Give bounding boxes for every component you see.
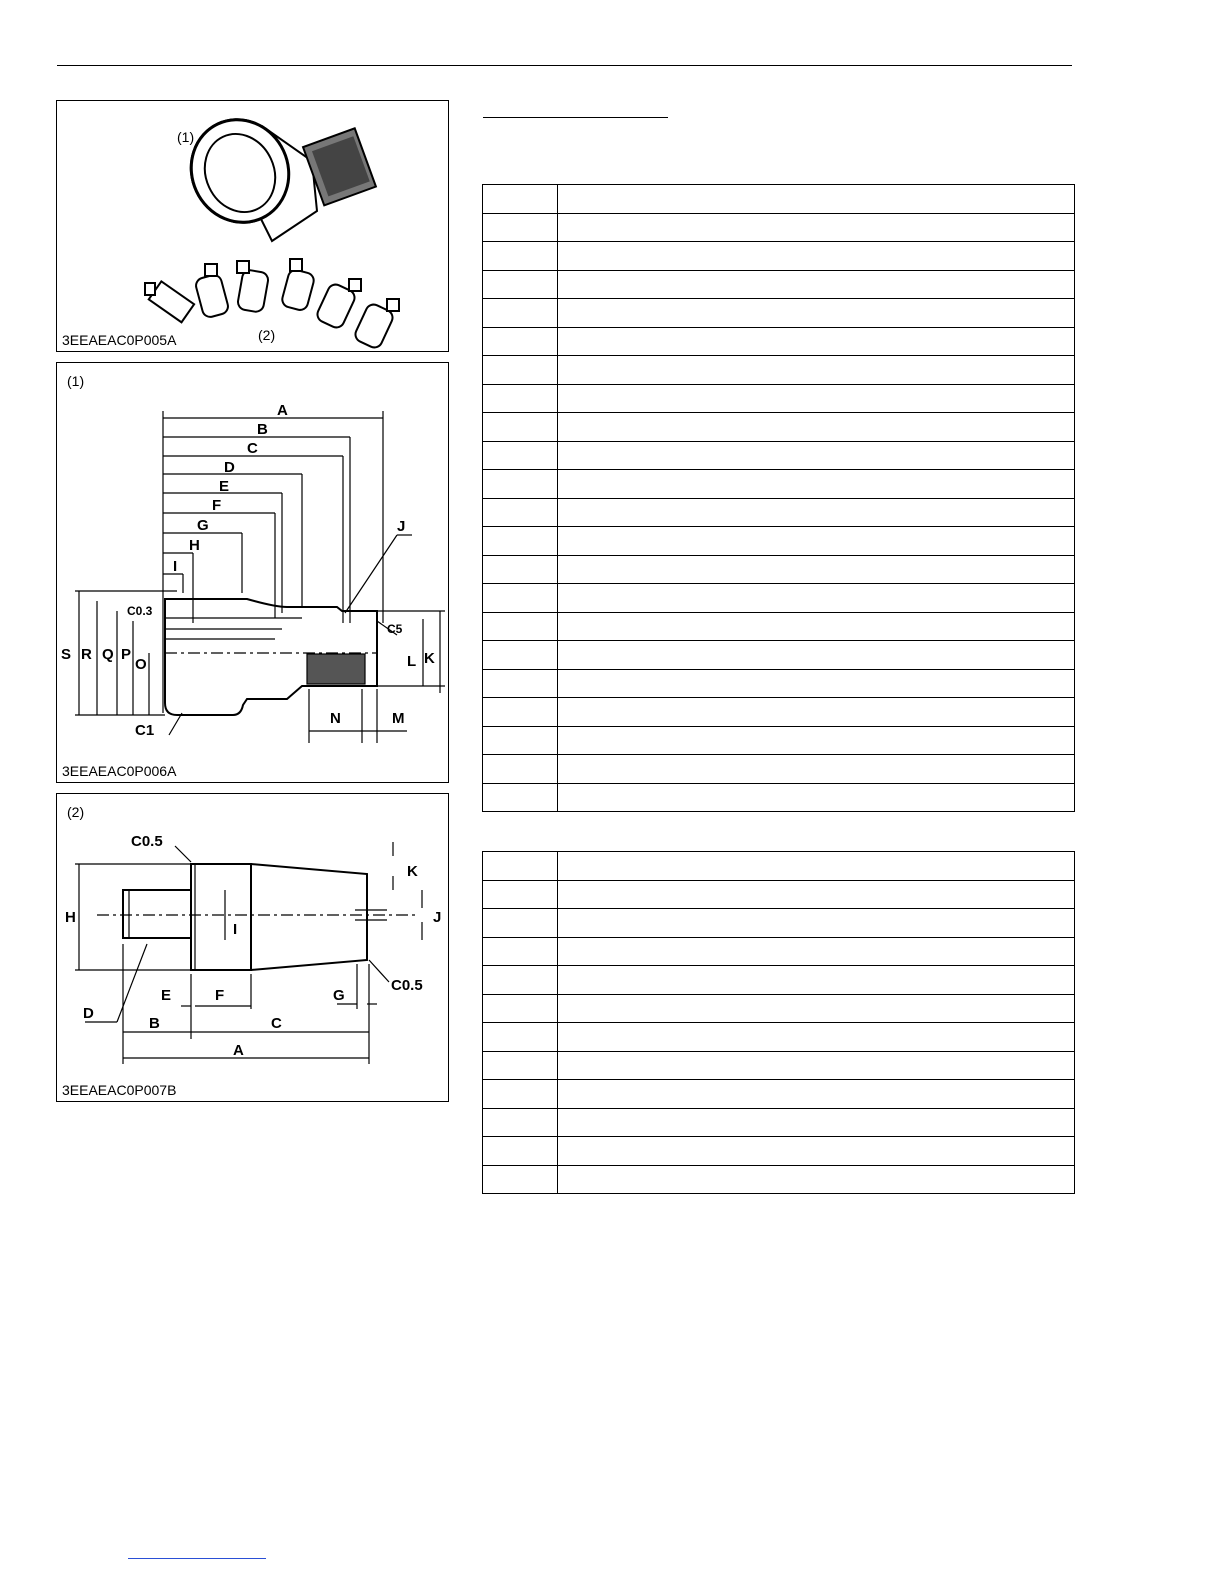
dim-K: K xyxy=(407,863,418,880)
dim-I: I xyxy=(233,921,238,938)
table-row xyxy=(483,937,1075,966)
table-cell-value xyxy=(558,1023,1075,1052)
table-cell-key xyxy=(483,213,558,242)
table-row xyxy=(483,755,1075,784)
table-cell-value xyxy=(558,1108,1075,1137)
table-cell-key xyxy=(483,669,558,698)
table-cell-value xyxy=(558,384,1075,413)
dimension-table-2 xyxy=(482,851,1075,1194)
dimension-table-1 xyxy=(482,184,1075,812)
figure-code: 3EEAEAC0P007B xyxy=(62,1082,177,1098)
table-row xyxy=(483,327,1075,356)
dim-S: S xyxy=(61,646,72,663)
table-row xyxy=(483,1137,1075,1166)
table-cell-key xyxy=(483,1137,558,1166)
dim-F: F xyxy=(212,497,222,514)
table-cell-key xyxy=(483,185,558,214)
table-cell-value xyxy=(558,327,1075,356)
table-cell-key xyxy=(483,1080,558,1109)
table-row xyxy=(483,384,1075,413)
table-cell-key xyxy=(483,698,558,727)
dim-A: A xyxy=(233,1042,244,1059)
table-cell-key xyxy=(483,852,558,881)
table-row xyxy=(483,669,1075,698)
dim-C0.5-top: C0.5 xyxy=(131,833,163,850)
table-cell-key xyxy=(483,270,558,299)
table-cell-value xyxy=(558,641,1075,670)
table-cell-key xyxy=(483,584,558,613)
table-cell-key xyxy=(483,242,558,271)
dim-F: F xyxy=(215,987,225,1004)
table-cell-key xyxy=(483,726,558,755)
table-cell-key xyxy=(483,1051,558,1080)
table-cell-key xyxy=(483,783,558,812)
table-cell-value xyxy=(558,1080,1075,1109)
table-cell-key xyxy=(483,1165,558,1194)
dim-H: H xyxy=(189,537,200,554)
table-cell-value xyxy=(558,527,1075,556)
table-cell-value xyxy=(558,584,1075,613)
figure-code: 3EEAEAC0P005A xyxy=(62,332,177,348)
table-cell-key xyxy=(483,356,558,385)
figure-code: 3EEAEAC0P006A xyxy=(62,763,177,779)
table-row xyxy=(483,299,1075,328)
table-row xyxy=(483,242,1075,271)
figure-label: (2) xyxy=(67,804,85,820)
dim-L: L xyxy=(407,653,417,670)
table-cell-value xyxy=(558,852,1075,881)
dim-C0.3: C0.3 xyxy=(127,604,153,618)
table-row xyxy=(483,185,1075,214)
table-row xyxy=(483,470,1075,499)
figure-replacer-2-drawing xyxy=(56,793,449,1102)
table-cell-value xyxy=(558,966,1075,995)
dim-N: N xyxy=(330,710,341,727)
dim-C0.5-bottom: C0.5 xyxy=(391,977,423,994)
table-cell-key xyxy=(483,555,558,584)
table-cell-key xyxy=(483,441,558,470)
table-cell-value xyxy=(558,185,1075,214)
dim-G: G xyxy=(333,987,345,1004)
table-row xyxy=(483,584,1075,613)
table-cell-key xyxy=(483,937,558,966)
table-cell-value xyxy=(558,755,1075,784)
dim-K: K xyxy=(424,650,435,667)
figure-label: (1) xyxy=(67,373,85,389)
table-row xyxy=(483,698,1075,727)
table-cell-value xyxy=(558,498,1075,527)
table-cell-value xyxy=(558,242,1075,271)
table-cell-value xyxy=(558,555,1075,584)
dim-C5: C5 xyxy=(387,622,403,636)
dim-G: G xyxy=(197,517,209,534)
table-row xyxy=(483,213,1075,242)
table-row xyxy=(483,441,1075,470)
dim-J: J xyxy=(433,909,442,926)
table-row xyxy=(483,555,1075,584)
table-cell-value xyxy=(558,880,1075,909)
dim-C: C xyxy=(247,440,258,457)
table-cell-key xyxy=(483,641,558,670)
table-cell-value xyxy=(558,726,1075,755)
dim-J: J xyxy=(397,518,406,535)
dim-B: B xyxy=(257,421,268,438)
table-cell-value xyxy=(558,994,1075,1023)
tool-photo-illustration xyxy=(57,101,448,351)
table-row xyxy=(483,1108,1075,1137)
table-cell-value xyxy=(558,612,1075,641)
section-title-underline xyxy=(483,117,668,118)
dim-C: C xyxy=(271,1015,282,1032)
dim-I: I xyxy=(173,558,178,575)
dim-E: E xyxy=(219,478,230,495)
table-cell-value xyxy=(558,1051,1075,1080)
footer-link-underline[interactable] xyxy=(128,1558,266,1559)
table-cell-key xyxy=(483,880,558,909)
table-row xyxy=(483,270,1075,299)
table-row xyxy=(483,356,1075,385)
table-cell-key xyxy=(483,527,558,556)
dim-A: A xyxy=(277,402,288,419)
figure-tool-photo xyxy=(56,100,449,352)
table-cell-value xyxy=(558,909,1075,938)
table-cell-key xyxy=(483,755,558,784)
header-rule xyxy=(57,65,1072,66)
dim-M: M xyxy=(392,710,405,727)
table-cell-key xyxy=(483,498,558,527)
table-cell-value xyxy=(558,441,1075,470)
table-cell-value xyxy=(558,669,1075,698)
table-cell-key xyxy=(483,470,558,499)
table-cell-key xyxy=(483,384,558,413)
table-cell-key xyxy=(483,1023,558,1052)
table-row xyxy=(483,527,1075,556)
figure-label-1: (1) xyxy=(177,129,195,145)
table-row xyxy=(483,909,1075,938)
dim-C1: C1 xyxy=(135,722,155,739)
table-cell-key xyxy=(483,612,558,641)
table-cell-value xyxy=(558,1165,1075,1194)
figure-label-2: (2) xyxy=(258,327,276,343)
dim-B: B xyxy=(149,1015,160,1032)
dim-R: R xyxy=(81,646,92,663)
dim-Q: Q xyxy=(102,646,114,663)
table-cell-key xyxy=(483,327,558,356)
dim-E: E xyxy=(161,987,172,1004)
table-row xyxy=(483,966,1075,995)
table-cell-value xyxy=(558,783,1075,812)
table-cell-value xyxy=(558,413,1075,442)
dim-D: D xyxy=(224,459,235,476)
figure-replacer-1-drawing xyxy=(56,362,449,783)
table-row xyxy=(483,1051,1075,1080)
table-cell-key xyxy=(483,966,558,995)
table-row xyxy=(483,498,1075,527)
table-row xyxy=(483,413,1075,442)
replacer-1-dimension-drawing xyxy=(57,363,448,782)
table-cell-value xyxy=(558,937,1075,966)
table-cell-key xyxy=(483,994,558,1023)
table-row xyxy=(483,852,1075,881)
dim-H: H xyxy=(65,909,76,926)
table-row xyxy=(483,1165,1075,1194)
table-cell-key xyxy=(483,909,558,938)
table-cell-value xyxy=(558,356,1075,385)
table-row xyxy=(483,783,1075,812)
table-cell-value xyxy=(558,470,1075,499)
table-cell-key xyxy=(483,299,558,328)
table-row xyxy=(483,726,1075,755)
dim-D: D xyxy=(83,1005,94,1022)
dim-O: O xyxy=(135,656,147,673)
table-row xyxy=(483,641,1075,670)
table-cell-value xyxy=(558,1137,1075,1166)
table-cell-key xyxy=(483,1108,558,1137)
table-row xyxy=(483,1023,1075,1052)
dim-P: P xyxy=(121,646,132,663)
table-row xyxy=(483,1080,1075,1109)
table-row xyxy=(483,994,1075,1023)
table-row xyxy=(483,612,1075,641)
table-row xyxy=(483,880,1075,909)
table-cell-value xyxy=(558,299,1075,328)
replacer-2-dimension-drawing xyxy=(57,794,448,1101)
table-cell-value xyxy=(558,213,1075,242)
table-cell-value xyxy=(558,270,1075,299)
table-cell-value xyxy=(558,698,1075,727)
table-cell-key xyxy=(483,413,558,442)
